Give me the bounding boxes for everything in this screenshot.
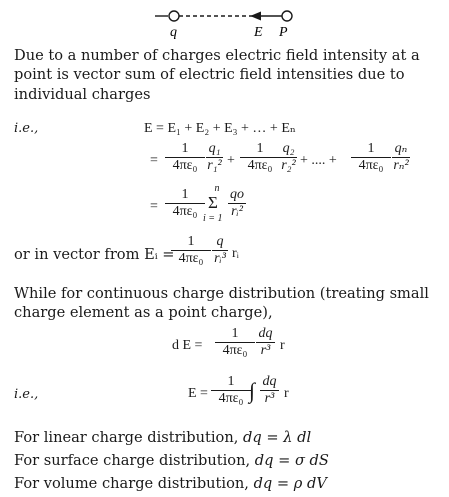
eq2-termn-fraction: qₙ rₙ² [393,141,409,173]
charge-point [169,11,179,21]
dE-constant-fraction: 1 4πε₀ [215,327,255,358]
summation-icon: Σ [208,193,218,212]
eq3-charge-fraction: qo rᵢ² [230,187,244,219]
dE-charge-fraction: dq r³ [256,327,275,358]
volume-distribution-text: For volume charge distribution, [14,475,254,492]
charge-field-diagram [150,4,310,40]
dE-lhs: d E = [172,338,203,353]
sum-of-fields-equation: E = E₁ + E₂ + E₃ + … + Eₙ [144,121,296,136]
volume-distribution-formula: dq = ρ dV [253,475,327,492]
vector-charge-fraction: q rᵢ³ [212,235,228,266]
eq3-constant-fraction: 1 4πε₀ [165,188,205,219]
surface-distribution-formula: dq = σ dS [254,452,329,469]
sum-upper-limit: n [214,183,220,194]
integral-unit-r: r [284,386,289,401]
field-label: E [254,25,263,40]
eq2-constant-fraction-n: 1 4πε₀ [351,142,391,173]
vector-constant-fraction: 1 4πε₀ [171,235,211,266]
linear-distribution-formula: dq = λ dl [243,429,312,446]
linear-distribution-text: For linear charge distribution, [14,429,244,446]
eq2-term1-fraction: q₁ r₁² [207,141,222,173]
point-label: P [279,25,288,40]
vector-form-lead: or in vector from Eᵢ = [14,246,175,263]
eq2-dots: + .... + [300,153,337,168]
sum-lower-limit: i = 1 [203,213,223,224]
eq2-constant-fraction: 1 4πε₀ [165,142,205,173]
intro-line-1: Due to a number of charges electric field intensity at a [14,47,420,64]
intro-line-3: individual charges [14,86,151,103]
eq3-equals: = [150,199,158,214]
linear-distribution-line [14,429,311,446]
arrow-head-icon [250,12,261,21]
vector-unit-r: rᵢ [232,246,239,261]
integral-charge-fraction: dq r³ [260,375,279,406]
continuous-line-2: charge element as a point charge), [14,304,273,321]
eq2-plus: + [227,153,235,168]
ie-label-2: i.e., [14,387,39,402]
eq2-constant-fraction-2: 1 4πε₀ [240,142,280,173]
integral-icon: ∫ [249,378,256,403]
integral-lhs: E = [188,386,208,401]
surface-distribution-line [14,452,329,469]
continuous-line-1: While for continuous charge distribution (treating small [14,285,429,302]
field-point [282,11,292,21]
eq2-term2-fraction: q₂ r₂² [281,141,296,173]
ie-label-1: i.e., [14,121,39,136]
volume-distribution-line [14,475,327,492]
eq2-equals: = [150,153,158,168]
intro-line-2: point is vector sum of electric field intensities due to [14,66,405,83]
integral-constant-fraction: 1 4πε₀ [211,375,251,406]
charge-label: q [170,25,177,40]
dE-unit-r: r [280,338,285,353]
surface-distribution-text: For surface charge distribution, [14,452,255,469]
